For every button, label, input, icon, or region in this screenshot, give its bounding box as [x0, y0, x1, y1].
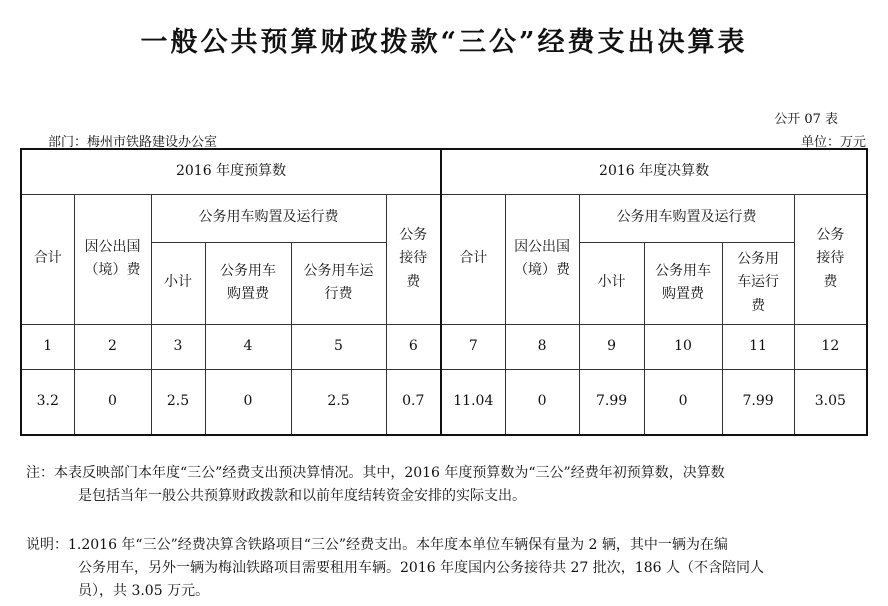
col-operation-budget: 公务用车运行费 — [291, 242, 386, 324]
note-1-line-1: 注：本表反映部门本年度“三公”经费支出预决算情况。其中，2016 年度预算数为“三公”经费年初预算数，决算数 — [26, 465, 725, 481]
col-total-final: 合计 — [441, 194, 505, 324]
col-operation-final: 公务用车运行费 — [722, 242, 794, 324]
col-subtotal-budget: 小计 — [151, 242, 205, 324]
col-abroad-budget: 因公出国（境）费 — [74, 194, 151, 324]
value-cell: 2.5 — [151, 369, 205, 435]
value-cell: 0 — [505, 369, 579, 435]
col-vehicle-group-final: 公务用车购置及运行费 — [579, 194, 794, 242]
department-label: 部门：梅州市铁路建设办公室 — [48, 135, 218, 150]
col-purchase-budget: 公务用车购置费 — [205, 242, 291, 324]
note-2 — [26, 534, 866, 603]
col-number: 8 — [505, 324, 579, 369]
col-number: 5 — [291, 324, 386, 369]
col-number: 10 — [644, 324, 722, 369]
col-vehicle-group-budget: 公务用车购置及运行费 — [151, 194, 386, 242]
col-reception-final: 公务接待费 — [794, 194, 867, 324]
col-number: 12 — [794, 324, 867, 369]
col-reception-budget: 公务接待费 — [386, 194, 441, 324]
col-number: 7 — [441, 324, 505, 369]
note-2-line-1: 说明：1.2016 年“三公”经费决算含铁路项目“三公”经费支出。本年度本单位车辆保有量为 2 辆，其中一辆为在编 — [26, 537, 728, 553]
form-number: 公开 07 表 — [774, 112, 838, 127]
value-cell: 0 — [74, 369, 151, 435]
value-cell: 7.99 — [579, 369, 644, 435]
value-cell: 2.5 — [291, 369, 386, 435]
expenditure-table — [20, 148, 868, 436]
col-number: 9 — [579, 324, 644, 369]
value-cell: 11.04 — [441, 369, 505, 435]
col-purchase-final: 公务用车购置费 — [644, 242, 722, 324]
value-cell: 7.99 — [722, 369, 794, 435]
note-1 — [26, 462, 866, 508]
unit-label: 单位：万元 — [800, 135, 866, 150]
col-total-budget: 合计 — [21, 194, 74, 324]
col-abroad-final: 因公出国（境）费 — [505, 194, 579, 324]
col-number: 2 — [74, 324, 151, 369]
col-number: 4 — [205, 324, 291, 369]
note-2-line-3: 员），共 3.05 万元。 — [78, 583, 210, 599]
col-number: 3 — [151, 324, 205, 369]
value-cell: 0.7 — [386, 369, 441, 435]
value-cell: 0 — [205, 369, 291, 435]
col-number: 11 — [722, 324, 794, 369]
col-number: 6 — [386, 324, 441, 369]
col-subtotal-final: 小计 — [579, 242, 644, 324]
final-header: 2016 年度决算数 — [441, 149, 867, 194]
value-cell: 0 — [644, 369, 722, 435]
value-cell: 3.05 — [794, 369, 867, 435]
col-number: 1 — [21, 324, 74, 369]
note-2-line-2: 公务用车，另外一辆为梅汕铁路项目需要租用车辆。2016 年度国内公务接待共 27 批次，186 人（不含陪同人 — [78, 560, 764, 576]
value-cell: 3.2 — [21, 369, 74, 435]
note-1-line-2: 是包括当年一般公共预算财政拨款和以前年度结转资金安排的实际支出。 — [78, 488, 526, 504]
budget-header: 2016 年度预算数 — [21, 149, 441, 194]
page-title: 一般公共预算财政拨款“三公”经费支出决算表 — [140, 27, 748, 58]
